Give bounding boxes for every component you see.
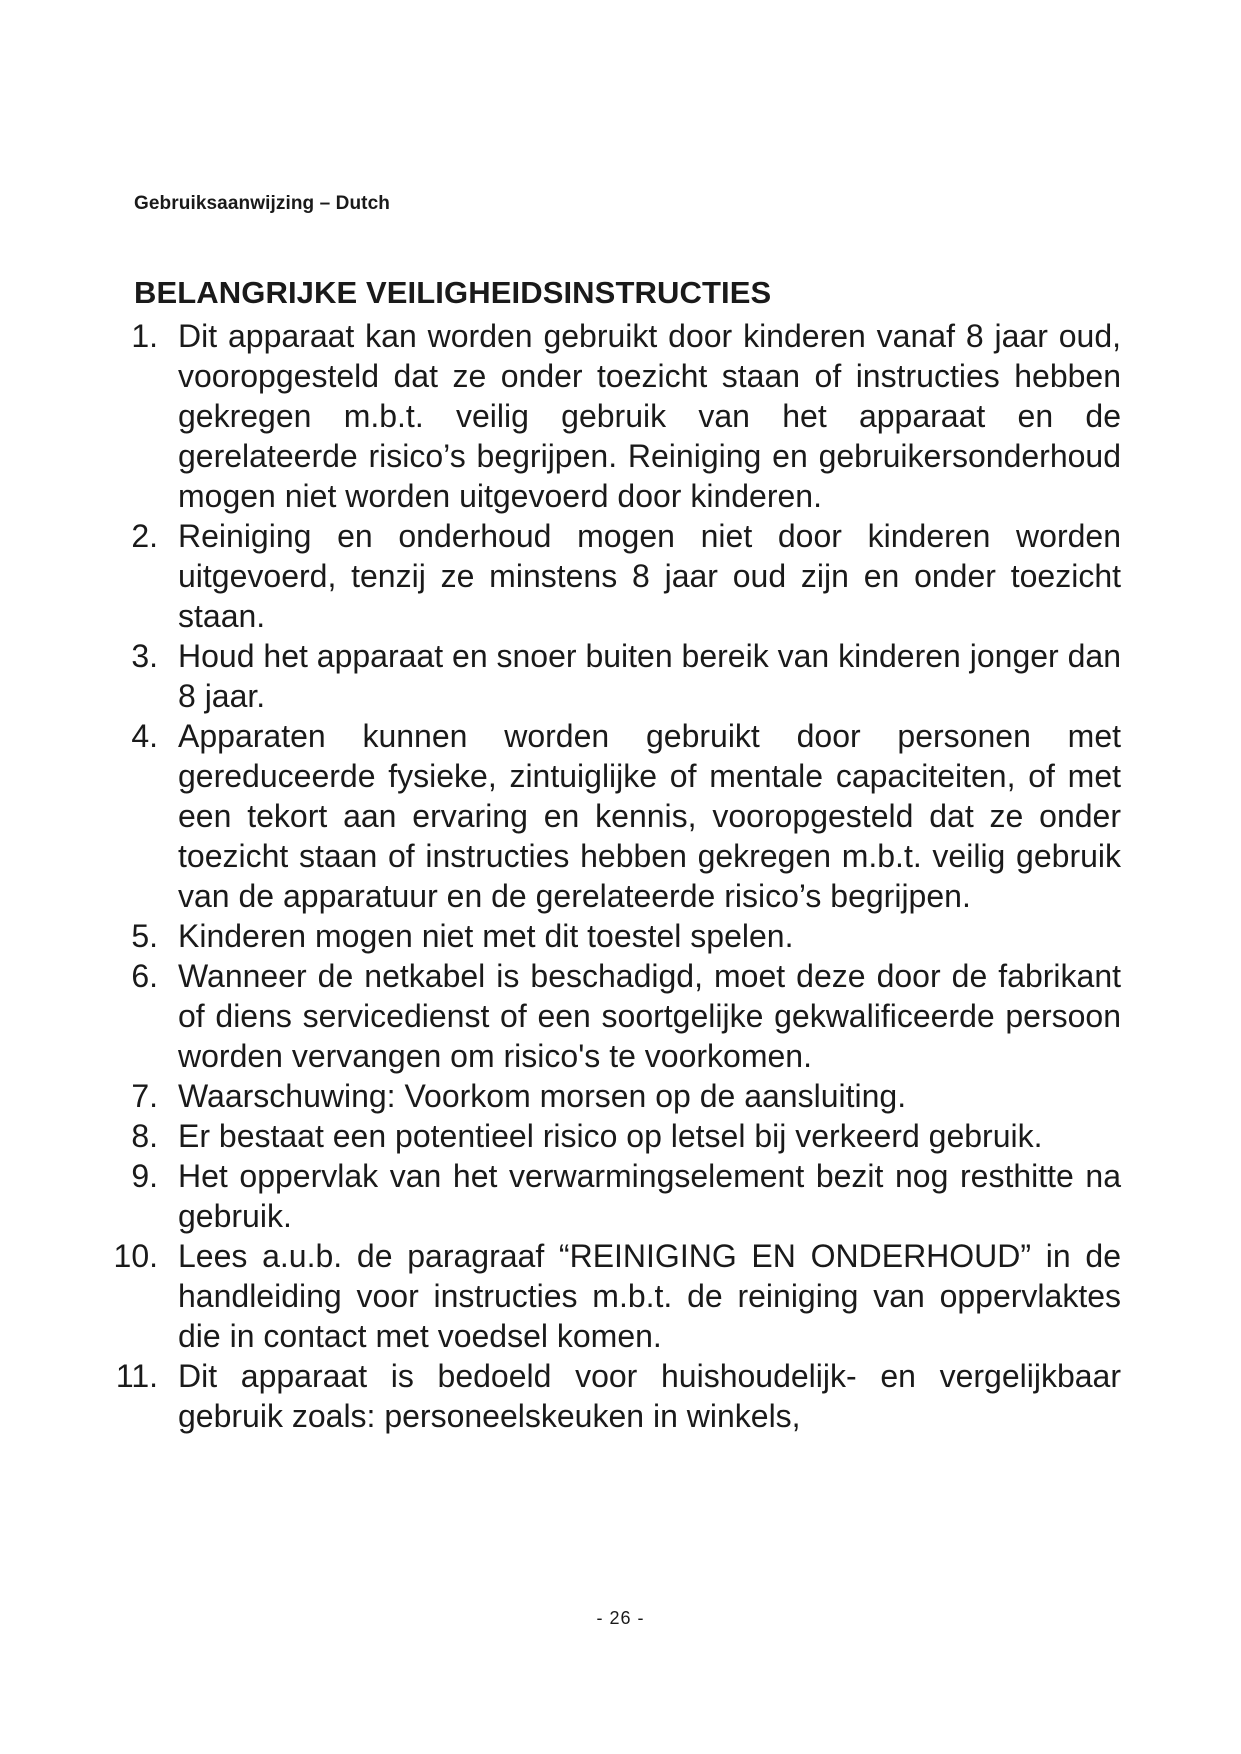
instruction-text: Wanneer de netkabel is beschadigd, moet deze door de fabrikant of diens servicedienst of een soortgelijke gekwalificeerde persoon worden vervangen om risico's te voorkomen. (178, 958, 1121, 1074)
page-number: - 26 - (596, 1608, 645, 1628)
instruction-item-9 (0, 1156, 1241, 1236)
instruction-number: 8. (131, 1118, 158, 1154)
instruction-text: Waarschuwing: Voorkom morsen op de aansluiting. (178, 1078, 907, 1114)
instruction-text: Kinderen mogen niet met dit toestel spelen. (178, 918, 794, 954)
instruction-number: 3. (131, 638, 158, 674)
instruction-text: Reiniging en onderhoud mogen niet door kinderen worden uitgevoerd, tenzij ze minstens 8 jaar oud zijn en onder toezicht staan. (178, 518, 1121, 634)
instruction-number: 11. (115, 1358, 158, 1394)
instruction-number: 6. (131, 958, 158, 994)
instruction-text: Apparaten kunnen worden gebruikt door personen met gereduceerde fysieke, zintuiglijke of mentale capaciteiten, of met een tekort aan ervaring en kennis, vooropgesteld dat ze onder toezicht staan of instructies hebben gekregen m.b.t. veilig gebruik van de apparatuur en de gerelateerde risico’s begrijpen. (178, 718, 1121, 914)
safety-instructions-list (0, 316, 1241, 1436)
instruction-text: Dit apparaat kan worden gebruikt door kinderen vanaf 8 jaar oud, vooropgesteld dat ze onder toezicht staan of instructies hebben gekregen m.b.t. veilig gebruik van het apparaat en de gerelateerde risico’s begrijpen. Reiniging en gebruikersonderhoud mogen niet worden uitgevoerd door kinderen. (178, 318, 1121, 514)
instruction-number: 10. (113, 1238, 158, 1274)
instruction-number: 9. (131, 1158, 158, 1194)
instruction-item-11 (0, 1356, 1241, 1436)
instruction-item-8 (0, 1116, 1241, 1156)
instruction-item-5 (0, 916, 1241, 956)
instruction-item-1 (0, 316, 1241, 516)
instruction-number: 7. (131, 1078, 158, 1114)
instruction-item-2 (0, 516, 1241, 636)
instruction-item-6 (0, 956, 1241, 1076)
instruction-item-7 (0, 1076, 1241, 1116)
instruction-item-4 (0, 716, 1241, 916)
instruction-number: 4. (131, 718, 158, 754)
document-language-label: Gebruiksaanwijzing – Dutch (134, 193, 390, 214)
instruction-item-10 (0, 1236, 1241, 1356)
instruction-text: Het oppervlak van het verwarmingselement bezit nog resthitte na gebruik. (178, 1158, 1121, 1234)
instruction-number: 2. (131, 518, 158, 554)
instruction-text: Lees a.u.b. de paragraaf “REINIGING EN ONDERHOUD” in de handleiding voor instructies m.b.t. de reiniging van oppervlaktes die in contact met voedsel komen. (178, 1238, 1121, 1354)
instruction-item-3 (0, 636, 1241, 716)
instruction-number: 1. (131, 318, 158, 354)
instruction-text: Er bestaat een potentieel risico op letsel bij verkeerd gebruik. (178, 1118, 1043, 1154)
instruction-number: 5. (131, 918, 158, 954)
section-title: BELANGRIJKE VEILIGHEIDSINSTRUCTIES (134, 275, 772, 310)
instruction-text: Houd het apparaat en snoer buiten bereik van kinderen jonger dan 8 jaar. (178, 638, 1121, 714)
instruction-text: Dit apparaat is bedoeld voor huishoudelijk- en vergelijkbaar gebruik zoals: personeelskeuken in winkels, (178, 1358, 1121, 1434)
